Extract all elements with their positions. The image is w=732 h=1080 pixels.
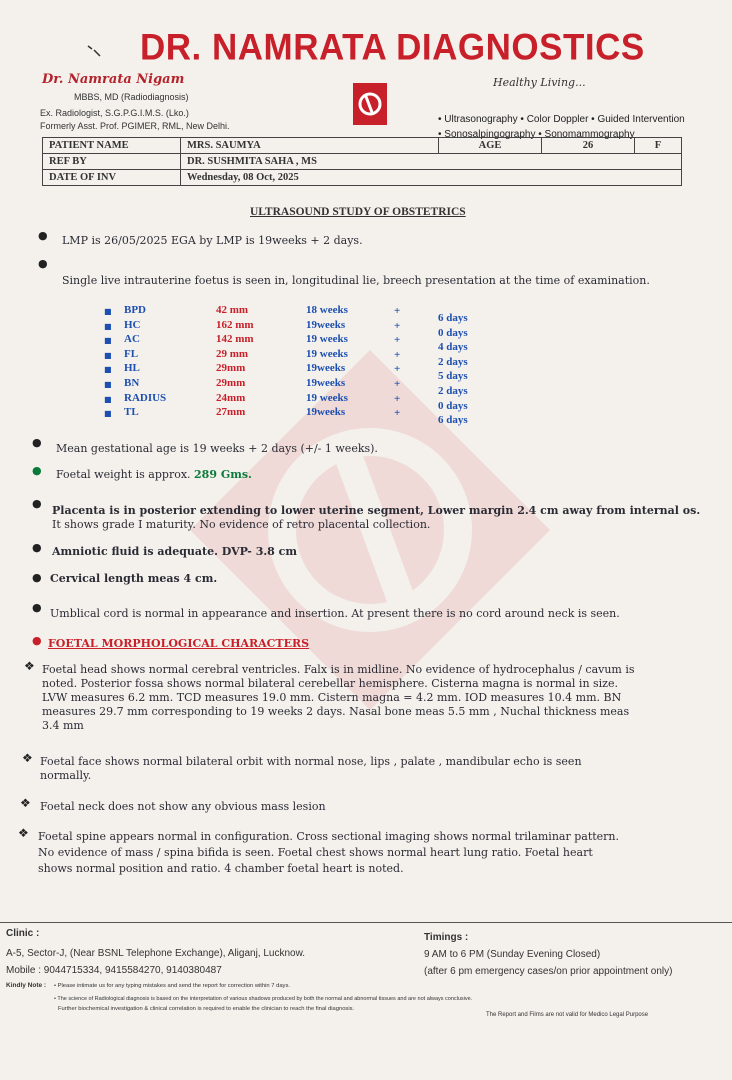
decorative-mark-icon [86,44,104,58]
timings-label: Timings : [424,932,469,943]
cervical-text: Cervical length meas 4 cm. [50,572,218,585]
measurement-plus: + [394,319,401,332]
measurement-plus: + [394,334,401,347]
measurement-name: FL [124,347,139,360]
measurement-name: RADIUS [124,391,167,404]
bullet-icon: ● [32,436,42,449]
placenta-rest: It shows grade I maturity. No evidence of retro placental collection. [52,518,431,531]
bullet-icon: ● [32,634,42,647]
measurement-plus: + [394,392,401,405]
neck-text: Foetal neck does not show any obvious mass lesion [40,800,326,813]
clinic-mobile: Mobile : 9044715334, 9415584270, 9140380487 [6,965,222,976]
head-line: measures 29.7 mm corresponding to 19 weeks 2 days. Nasal bone meas 5.5 mm , Nuchal thickness meas [42,705,630,718]
measurement-weeks: 19weeks [306,362,346,375]
qualification-line: Ex. Radiologist, S.G.P.G.I.M.S. (Lko.) [40,108,189,118]
measurement-value: 24mm [216,391,246,404]
measurement-name: HL [124,362,140,375]
amniotic-text: Amniotic fluid is adequate. DVP- 3.8 cm [52,545,297,558]
bullet-icon: ● [32,571,42,584]
mean-ga-text: Mean gestational age is 19 weeks + 2 days (+/- 1 weeks). [56,442,378,455]
foetal-weight-text [56,468,252,482]
morph-title: FOETAL MORPHOLOGICAL CHARACTERS [48,637,310,650]
measurement-weeks: 19 weeks [306,391,348,404]
measurement-days: 0 days [438,399,468,412]
square-bullet-icon: ■ [104,380,112,389]
measurement-days: 6 days [438,414,468,427]
spine-line: No evidence of mass / spina bifida is seen. Foetal chest shows normal heart lung ratio. Foetal heart [38,846,593,859]
measurement-name: AC [124,333,140,346]
head-line: 3.4 mm [42,719,84,732]
measurement-weeks: 19weeks [306,318,346,331]
doctor-name: Dr. Namrata Nigam [42,72,185,87]
measurement-plus: + [394,407,401,420]
measurement-plus: + [394,305,401,317]
table-row [43,154,682,170]
square-bullet-icon: ■ [104,350,112,360]
age-value: 26 [542,138,635,154]
diamond-bullet-icon: ❖ [22,751,33,765]
foetus-text: Single live intrauterine foetus is seen in, longitudinal lie, breech presentation at the time of examination. [62,274,650,287]
diamond-bullet-icon: ❖ [20,796,31,810]
face-line: normally. [40,769,92,782]
measurement-value: 29mm [216,377,246,389]
measurement-value: 27mm [216,406,246,419]
bullet-icon: ● [32,497,42,510]
measurement-days: 2 days [438,385,468,397]
date-value: Wednesday, 08 Oct, 2025 [181,170,682,186]
head-line: noted. Posterior fossa shows normal bilateral cerebellar hemisphere. Cisterna magna is normal in size. [42,677,618,690]
note-line: • The science of Radiological diagnosis is based on the interpretation of various shadows produced by both the normal and abnormal tissues and are not always conclusive. [54,996,473,1002]
square-bullet-icon: ■ [104,336,112,346]
measurement-weeks: 19weeks [306,406,346,419]
face-line: Foetal face shows normal bilateral orbit with normal nose, lips , palate , mandibular echo is seen [40,755,582,768]
measurement-weeks: 19 weeks [306,347,348,360]
ref-value: DR. SUSHMITA SAHA , MS [181,154,682,170]
measurement-plus: + [394,348,401,361]
measurement-name: HC [124,318,141,331]
square-bullet-icon: ■ [104,394,112,404]
clinic-logo-icon [352,82,388,126]
table-row [43,138,682,154]
square-bullet-icon: ■ [104,409,112,419]
patient-name-value: MRS. SAUMYA [181,138,439,154]
date-label: DATE OF INV [43,170,181,186]
legal-disclaimer: The Report and Films are not valid for Medico Legal Purpose [486,1012,649,1018]
measurement-days: 5 days [438,370,468,383]
note-label: Kindly Note : [6,982,47,989]
square-bullet-icon: ■ [104,365,112,375]
measurement-name: BN [124,377,140,389]
head-line: LVW measures 6.2 mm. TCD measures 19.0 mm. Cistern magna = 4.2 mm. IOD measures 10.4 mm. BN [42,691,622,704]
note-line: Further biochemical investigation & clinical correlation is required to enable the clinician to reach the final diagnosis. [58,1006,355,1012]
bullet-icon: ● [32,541,42,554]
diamond-bullet-icon: ❖ [18,826,29,840]
patient-info-table [42,137,682,186]
spine-line: shows normal position and ratio. 4 chamber foetal heart is noted. [38,862,404,875]
placenta-text [52,504,707,532]
note-line: • Please intimate us for any typing mistakes and send the report for correction within 7 days. [54,983,290,989]
measurement-value: 142 mm [216,333,254,346]
diamond-bullet-icon: ❖ [24,659,35,673]
weight-value: 289 Gms. [194,468,252,481]
clinic-label: Clinic : [6,928,40,939]
bullet-icon: ● [38,229,48,242]
measurement-weeks: 19 weeks [306,333,348,346]
head-line: Foetal head shows normal cerebral ventricles. Falx is in midline. No evidence of hydrocephalus / cavum is [42,663,635,676]
measurement-weeks: 19weeks [306,377,346,389]
footer-divider [0,922,732,923]
cord-text: Umblical cord is normal in appearance and insertion. At present there is no cord around neck is seen. [50,607,620,620]
measurement-value: 162 mm [216,318,254,331]
table-row [43,170,682,186]
measurement-weeks: 18 weeks [306,304,348,316]
measurement-value: 42 mm [216,304,249,316]
weight-prefix: Foetal weight is approx. [56,468,191,481]
services-line: • Ultrasonography • Color Doppler • Guided Intervention [438,114,685,125]
bullet-icon: ● [38,257,48,270]
measurement-plus: + [394,378,401,390]
timings-line: 9 AM to 6 PM (Sunday Evening Closed) [424,949,601,960]
measurement-value: 29mm [216,362,246,375]
measurement-days: 6 days [438,312,468,324]
square-bullet-icon: ■ [104,307,112,316]
clinic-address: A-5, Sector-J, (Near BSNL Telephone Exchange), Aliganj, Lucknow. [6,948,306,959]
timings-line: (after 6 pm emergency cases/on prior appointment only) [424,966,673,977]
patient-name-label: PATIENT NAME [43,138,181,154]
measurement-name: TL [124,406,139,419]
lmp-text: LMP is 26/05/2025 EGA by LMP is 19weeks + 2 days. [62,234,363,247]
measurement-name: BPD [124,304,146,316]
measurement-days: 2 days [438,355,468,368]
bullet-icon: ● [32,464,42,477]
measurement-value: 29 mm [216,347,249,360]
spine-line: Foetal spine appears normal in configuration. Cross sectional imaging shows normal trilaminar pattern. [38,830,620,843]
services-line: • Sonosalpingography • Sonomammography [438,129,635,140]
sex-value: F [635,138,682,154]
clinic-name: DR. NAMRATA DIAGNOSTICS [140,27,645,68]
bullet-icon: ● [32,601,42,614]
measurement-plus: + [394,363,401,376]
square-bullet-icon: ■ [104,321,112,331]
measurement-days: 4 days [438,341,468,354]
age-label: AGE [439,138,542,154]
measurement-days: 0 days [438,326,468,339]
tagline: Healthy Living... [493,76,586,89]
report-title: ULTRASOUND STUDY OF OBSTETRICS [250,206,466,218]
ref-label: REF BY [43,154,181,170]
qualification-line: Formerly Asst. Prof. PGIMER, RML, New Delhi. [40,121,230,131]
qualification-line: MBBS, MD (Radiodiagnosis) [74,92,189,102]
placenta-bold: Placenta is in posterior extending to lower uterine segment, Lower margin 2.4 cm away from internal os. [52,504,701,517]
